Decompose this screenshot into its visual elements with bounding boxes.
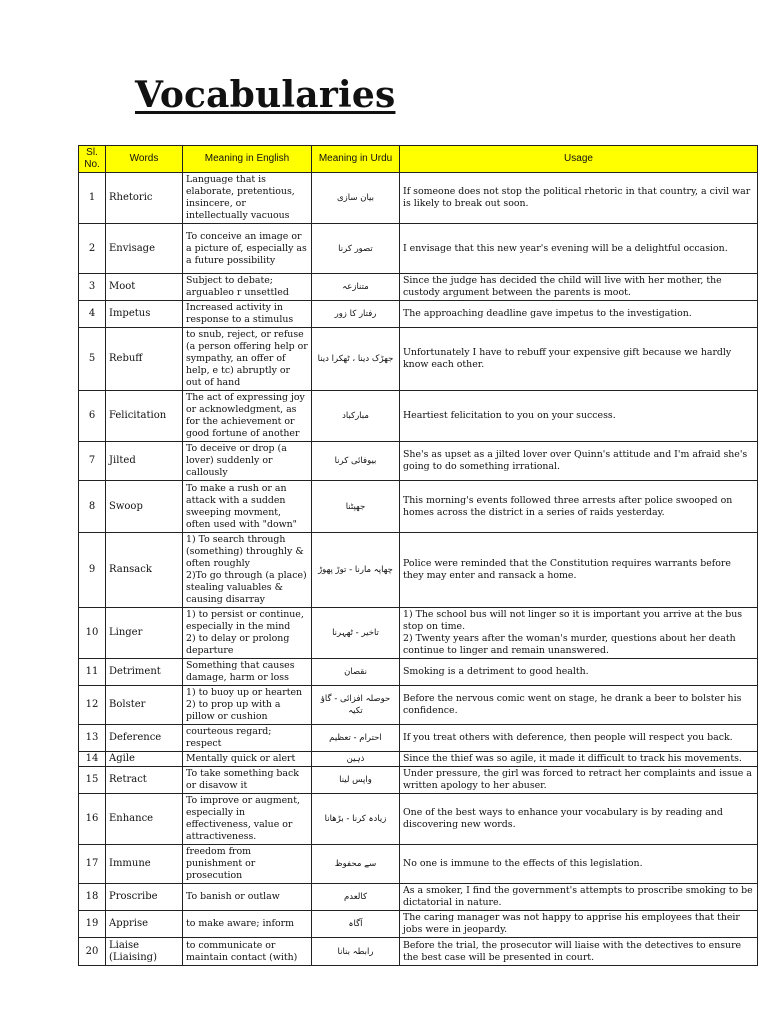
row-meaning-english: courteous regard; respect xyxy=(183,725,312,752)
row-meaning-english: To make a rush or an attack with a sudden sweeping movment, often used with "down" xyxy=(183,481,312,533)
row-word: Envisage xyxy=(106,224,183,274)
row-meaning-urdu: چھاپہ مارنا - توڑ پھوڑ xyxy=(312,533,400,608)
row-meaning-urdu: تاخیر - ٹھہرنا xyxy=(312,608,400,659)
row-meaning-english: Subject to debate; arguableo r unsettled xyxy=(183,274,312,301)
header-words: Words xyxy=(106,146,183,173)
table-row xyxy=(79,173,758,224)
table-row xyxy=(79,845,758,884)
row-usage: The approaching deadline gave impetus to the investigation. xyxy=(400,301,758,328)
row-usage: I envisage that this new year's evening will be a delightful occasion. xyxy=(400,224,758,274)
row-usage: No one is immune to the effects of this legislation. xyxy=(400,845,758,884)
row-number: 15 xyxy=(79,767,106,794)
row-number: 1 xyxy=(79,173,106,224)
table-row xyxy=(79,391,758,442)
page-title: Vocabularies xyxy=(135,74,396,116)
row-usage: If someone does not stop the political rhetoric in that country, a civil war is likely to break out soon. xyxy=(400,173,758,224)
row-word: Swoop xyxy=(106,481,183,533)
row-meaning-urdu: بیوفائی کرنا xyxy=(312,442,400,481)
row-meaning-urdu: نقصان xyxy=(312,659,400,686)
row-meaning-urdu: مبارکباد xyxy=(312,391,400,442)
table-row xyxy=(79,911,758,938)
row-meaning-english: Increased activity in response to a stimulus xyxy=(183,301,312,328)
row-usage: Before the trial, the prosecutor will liaise with the detectives to ensure the best case will be presented in court. xyxy=(400,938,758,966)
row-usage: Unfortunately I have to rebuff your expensive gift because we hardly know each other. xyxy=(400,328,758,391)
row-usage: Smoking is a detriment to good health. xyxy=(400,659,758,686)
table-row xyxy=(79,884,758,911)
row-word: Bolster xyxy=(106,686,183,725)
row-number: 6 xyxy=(79,391,106,442)
row-number: 11 xyxy=(79,659,106,686)
row-word: Rebuff xyxy=(106,328,183,391)
row-word: Felicitation xyxy=(106,391,183,442)
row-meaning-urdu: تصور کرنا xyxy=(312,224,400,274)
row-word: Apprise xyxy=(106,911,183,938)
row-usage: One of the best ways to enhance your vocabulary is by reading and discovering new words. xyxy=(400,794,758,845)
table-row xyxy=(79,767,758,794)
row-meaning-english: To deceive or drop (a lover) suddenly or callously xyxy=(183,442,312,481)
row-meaning-urdu: جھڑک دینا ، ٹھکرا دینا xyxy=(312,328,400,391)
row-meaning-urdu: حوصلہ افزائی - گاؤ تکیہ xyxy=(312,686,400,725)
row-number: 9 xyxy=(79,533,106,608)
header-meaning-english: Meaning in English xyxy=(183,146,312,173)
header-usage: Usage xyxy=(400,146,758,173)
row-usage: Since the judge has decided the child will live with her mother, the custody argument between the parents is moot. xyxy=(400,274,758,301)
row-meaning-english: Language that is elaborate, pretentious, insincere, or intellectually vacuous xyxy=(183,173,312,224)
row-meaning-english: Mentally quick or alert xyxy=(183,752,312,767)
table-row xyxy=(79,442,758,481)
header-sl-no: Sl. No. xyxy=(79,146,106,173)
table-row xyxy=(79,274,758,301)
row-word: Ransack xyxy=(106,533,183,608)
row-word: Retract xyxy=(106,767,183,794)
row-number: 5 xyxy=(79,328,106,391)
row-meaning-urdu: زیادہ کرنا - بڑھانا xyxy=(312,794,400,845)
row-usage: Heartiest felicitation to you on your success. xyxy=(400,391,758,442)
row-number: 7 xyxy=(79,442,106,481)
row-meaning-english: 1) to buoy up or hearten 2) to prop up with a pillow or cushion xyxy=(183,686,312,725)
row-word: Jilted xyxy=(106,442,183,481)
row-number: 19 xyxy=(79,911,106,938)
table-row xyxy=(79,686,758,725)
row-meaning-english: Something that causes damage, harm or loss xyxy=(183,659,312,686)
header-meaning-urdu: Meaning in Urdu xyxy=(312,146,400,173)
row-meaning-english: to snub, reject, or refuse (a person offering help or sympathy, an offer of help, e tc) abruptly or out of hand xyxy=(183,328,312,391)
row-meaning-urdu: بیان سازی xyxy=(312,173,400,224)
row-meaning-english: to make aware; inform xyxy=(183,911,312,938)
row-number: 16 xyxy=(79,794,106,845)
row-meaning-urdu: رابطہ بنانا xyxy=(312,938,400,966)
row-meaning-urdu: متنازعہ xyxy=(312,274,400,301)
row-number: 12 xyxy=(79,686,106,725)
row-meaning-english: To improve or augment, especially in effectiveness, value or attractiveness. xyxy=(183,794,312,845)
row-meaning-urdu: آگاہ xyxy=(312,911,400,938)
row-meaning-english: To banish or outlaw xyxy=(183,884,312,911)
table-row xyxy=(79,659,758,686)
row-number: 2 xyxy=(79,224,106,274)
table-row xyxy=(79,752,758,767)
row-meaning-english: To conceive an image or a picture of, especially as a future possibility xyxy=(183,224,312,274)
row-meaning-english: freedom from punishment or prosecution xyxy=(183,845,312,884)
row-word: Enhance xyxy=(106,794,183,845)
row-word: Agile xyxy=(106,752,183,767)
table-row xyxy=(79,725,758,752)
row-number: 20 xyxy=(79,938,106,966)
table-row xyxy=(79,328,758,391)
row-word: Impetus xyxy=(106,301,183,328)
row-usage: Before the nervous comic went on stage, he drank a beer to bolster his confidence. xyxy=(400,686,758,725)
row-word: Linger xyxy=(106,608,183,659)
row-word: Deference xyxy=(106,725,183,752)
row-number: 3 xyxy=(79,274,106,301)
row-number: 10 xyxy=(79,608,106,659)
row-word: Detriment xyxy=(106,659,183,686)
row-number: 18 xyxy=(79,884,106,911)
row-usage: Since the thief was so agile, it made it difficult to track his movements. xyxy=(400,752,758,767)
table-header-row xyxy=(79,146,758,173)
row-word: Proscribe xyxy=(106,884,183,911)
row-usage: If you treat others with deference, then people will respect you back. xyxy=(400,725,758,752)
row-number: 8 xyxy=(79,481,106,533)
row-meaning-urdu: کالعدم xyxy=(312,884,400,911)
row-word: Rhetoric xyxy=(106,173,183,224)
row-number: 13 xyxy=(79,725,106,752)
row-usage: 1) The school bus will not linger so it is important you arrive at the bus stop on time. 2) Twenty years after the woman's murder, questions about her death continue to linger and remain unanswered. xyxy=(400,608,758,659)
table-row xyxy=(79,224,758,274)
table-row xyxy=(79,533,758,608)
table-row xyxy=(79,938,758,966)
row-word: Liaise (Liaising) xyxy=(106,938,183,966)
row-meaning-english: 1) to persist or continue, especially in the mind 2) to delay or prolong departure xyxy=(183,608,312,659)
row-usage: As a smoker, I find the government's attempts to proscribe smoking to be dictatorial in nature. xyxy=(400,884,758,911)
row-word: Immune xyxy=(106,845,183,884)
row-meaning-english: to communicate or maintain contact (with) xyxy=(183,938,312,966)
row-usage: The caring manager was not happy to apprise his employees that their jobs were in jeopardy. xyxy=(400,911,758,938)
row-meaning-english: To take something back or disavow it xyxy=(183,767,312,794)
row-meaning-urdu: رفتار کا زور xyxy=(312,301,400,328)
table-row xyxy=(79,608,758,659)
row-meaning-english: 1) To search through (something) throughly & often roughly 2)To go through (a place) stealing valuables & causing disarray xyxy=(183,533,312,608)
vocabulary-table xyxy=(78,145,758,966)
row-meaning-urdu: واپس لینا xyxy=(312,767,400,794)
row-meaning-urdu: سے محفوظ xyxy=(312,845,400,884)
row-number: 14 xyxy=(79,752,106,767)
table-row xyxy=(79,301,758,328)
row-usage: Police were reminded that the Constitution requires warrants before they may enter and ransack a home. xyxy=(400,533,758,608)
row-usage: This morning's events followed three arrests after police swooped on homes across the district in a series of raids yesterday. xyxy=(400,481,758,533)
row-number: 17 xyxy=(79,845,106,884)
row-meaning-urdu: جھپٹنا xyxy=(312,481,400,533)
row-usage: She's as upset as a jilted lover over Quinn's attitude and I'm afraid she's going to do something irrational. xyxy=(400,442,758,481)
row-meaning-english: The act of expressing joy or acknowledgment, as for the achievement or good fortune of another xyxy=(183,391,312,442)
table-row xyxy=(79,481,758,533)
table-row xyxy=(79,794,758,845)
row-number: 4 xyxy=(79,301,106,328)
row-usage: Under pressure, the girl was forced to retract her complaints and issue a written apology to her abuser. xyxy=(400,767,758,794)
row-meaning-urdu: احترام - تعظیم xyxy=(312,725,400,752)
row-meaning-urdu: ذہین xyxy=(312,752,400,767)
row-word: Moot xyxy=(106,274,183,301)
